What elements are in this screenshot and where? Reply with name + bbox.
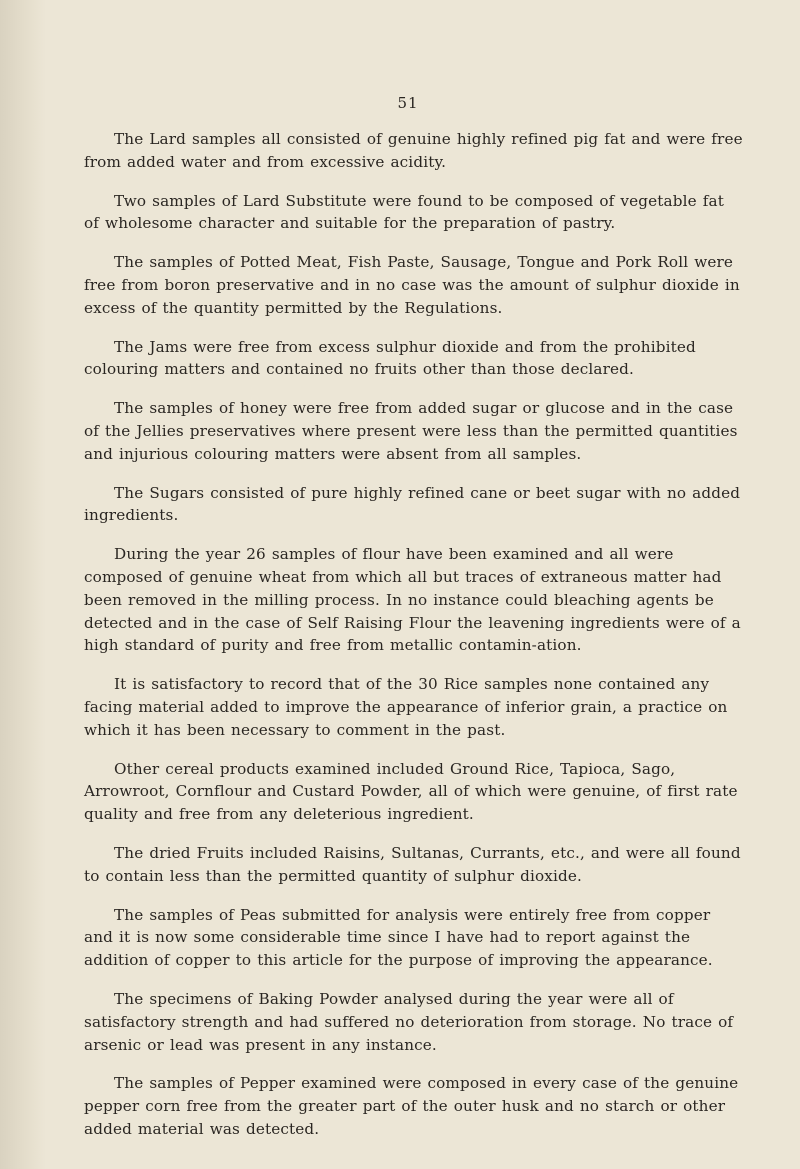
paragraph-peas: The samples of Peas submitted for analysis were entirely free from copper and it is now some considerable time since I have had to report against the addition of copper to this article for the purpose of improving the appearance. (84, 905, 713, 970)
paragraph-lard-substitute: Two samples of Lard Substitute were found to be composed of vegetable fat of wholesome character and suitable for the preparation of pastry. (84, 191, 724, 233)
paragraph-baking-powder: The specimens of Baking Powder analysed during the year were all of satisfactory strength and had suffered no deterioration from storage. No trace of arsenic or lead was present in any instance. (84, 989, 734, 1054)
paragraph-cereal-products: Other cereal products examined included Ground Rice, Tapioca, Sago, Arrowroot, Cornflour and Custard Powder, all of which were genuine, of first rate quality and free from any deleterious ingredient. (84, 759, 738, 824)
paragraph-pepper: The samples of Pepper examined were composed in every case of the genuine pepper corn free from the greater part of the outer husk and no starch or other added material was detected. (84, 1074, 739, 1138)
paragraph-rice: It is satisfactory to record that of the 30 Rice samples none contained any facing material added to improve the appearance of inferior grain, a practice on which it has been necessary to comment in the past. (84, 675, 728, 739)
paragraph-potted-meat: The samples of Potted Meat, Fish Paste, Sausage, Tongue and Pork Roll were free from boron preservative and in no case was the amount of sulphur dioxide in excess of the quantity permitted by the Regulations. (84, 253, 740, 317)
body-text (84, 128, 744, 1157)
page-edge-shading (0, 0, 46, 1169)
paragraph-sugars: The Sugars consisted of pure highly refined cane or beet sugar with no added ingredients. (84, 483, 741, 525)
paragraph-dried-fruits: The dried Fruits included Raisins, Sultanas, Currants, etc., and were all found to contain less than the permitted quantity of sulphur dioxide. (84, 843, 741, 885)
paragraph-lard: The Lard samples all consisted of genuine highly refined pig fat and were free from added water and from excessive acidity. (84, 130, 743, 171)
page-number: 51 (397, 94, 419, 112)
paragraph-jams: The Jams were free from excess sulphur dioxide and from the prohibited colouring matters and contained no fruits other than those declared. (84, 337, 696, 379)
paragraph-honey-jellies: The samples of honey were free from added sugar or glucose and in the case of the Jellies preservatives where present were less than the permitted quantities and injurious colouring matters were absent from all samples. (84, 399, 738, 463)
paragraph-flour: During the year 26 samples of flour have been examined and all were composed of genuine wheat from which all but traces of extraneous matter had been removed in the milling process. In no instance could bleaching agents be detected and in the case of Self Raising Flour the leavening ingredients were of a high standard of purity and free from metallic contamin-ation. (84, 545, 741, 655)
